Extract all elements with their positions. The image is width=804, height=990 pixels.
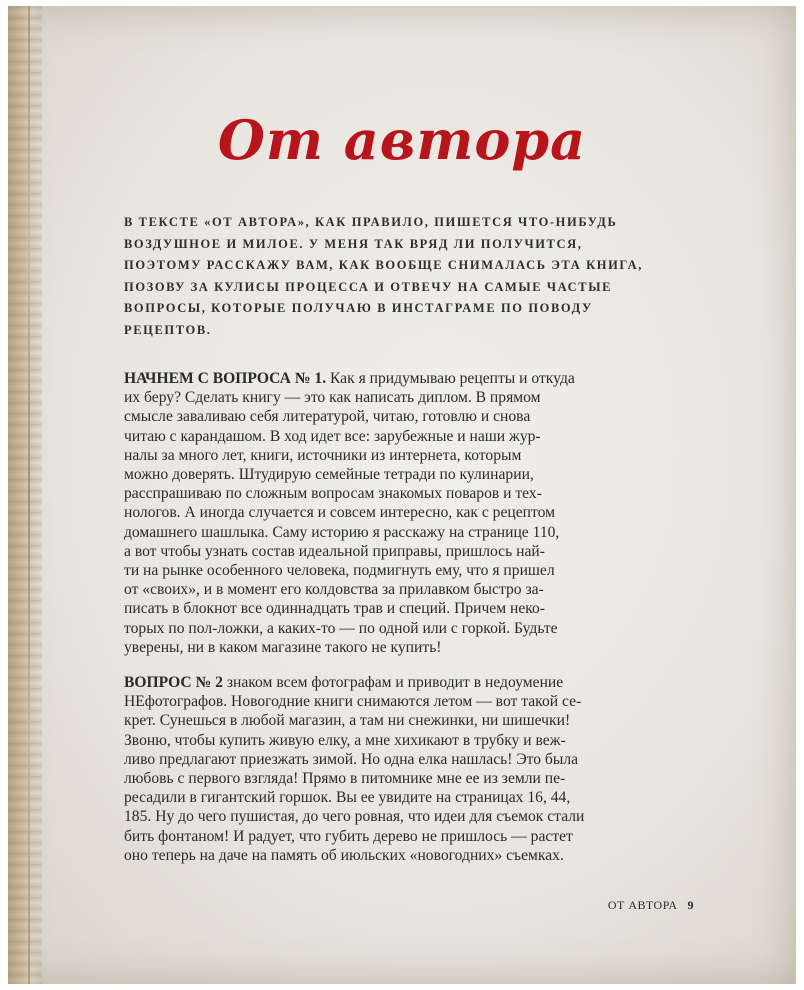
paragraph-line: а вот чтобы узнать состав идеальной приправы, пришлось най-	[124, 542, 545, 560]
paragraph-line: Звоню, чтобы купить живую елку, а мне хихикают в трубку и веж-	[124, 731, 566, 749]
page-footer	[608, 898, 694, 913]
paragraph-question-2	[124, 673, 676, 865]
paragraph-line: ти на рынке особенного человека, подмигнуть ему, что я пришел	[124, 562, 555, 580]
paragraph-line: налы за много лет, книги, источники из интернета, которым	[124, 446, 522, 464]
paragraph-lead: ВОПРОС № 2	[124, 674, 223, 691]
paragraph-line: читаю с карандашом. В ход идет все: зарубежные и наши жур-	[124, 427, 541, 445]
paragraph-line: уверены, ни в каком магазине такого не купить!	[124, 638, 442, 656]
paragraph-line: ливо предлагают приезжать зимой. Но одна елка нашлась! Это была	[124, 750, 579, 768]
paragraph-line: писать в блокнот все одиннадцать трав и специй. Причем неко-	[124, 600, 546, 618]
paragraph-line	[124, 369, 676, 388]
paragraph-lead: НАЧНЕМ С ВОПРОСА № 1.	[124, 370, 327, 387]
paragraph-line: торых по пол-ложки, а каких-то — по одной или с горкой. Будьте	[124, 619, 558, 637]
paragraph-line: НЕфотографов. Новогодние книги снимаются летом — вот такой се-	[124, 693, 582, 711]
intro-text	[124, 212, 672, 341]
page-number: 9	[687, 898, 694, 912]
paragraph-line: можно доверять. Штудирую семейные тетради по кулинарии,	[124, 466, 534, 484]
paragraph-line: расспрашиваю по сложным вопросам знакомых поваров и тех-	[124, 485, 542, 503]
paragraph-line: от «своих», и в момент его колдовства за прилавком быстро за-	[124, 581, 544, 599]
paragraph-line: 185. Ну до чего пушистая, до чего ровная, что идеи для съемок стали	[124, 808, 585, 826]
paragraph-line: оно теперь на даче на память об июльских «новогодних» съемках.	[124, 846, 564, 864]
paragraph-line: смысле заваливаю себя литературой, читаю, готовлю и снова	[124, 408, 531, 426]
intro-line: В ТЕКСТЕ «ОТ АВТОРА», КАК ПРАВИЛО, ПИШЕТСЯ ЧТО-НИБУДЬ	[124, 215, 618, 229]
paragraph-line: их беру? Сделать книгу — это как написать диплом. В прямом	[124, 389, 541, 407]
paragraph-line: бить фонтаном! И радует, что губить дерево не пришлось — растет	[124, 827, 573, 845]
intro-line: ПОЗОВУ ЗА КУЛИСЫ ПРОЦЕССА И ОТВЕЧУ НА САМЫЕ ЧАСТЫЕ	[124, 279, 613, 294]
paragraph-line	[124, 673, 676, 692]
paragraph-line-rest: Как я придумываю рецепты и откуда	[326, 370, 575, 387]
paragraph-line: любовь с первого взгляда! Прямо в питомнике мне ее из земли пе-	[124, 770, 566, 788]
paragraph-line: ресадили в гигантский горшок. Вы ее увидите на страницах 16, 44,	[124, 789, 571, 807]
intro-line: ПОЭТОМУ РАССКАЖУ ВАМ, КАК ВООБЩЕ СНИМАЛАСЬ ЭТА КНИГА,	[124, 258, 643, 272]
footer-section-title: ОТ АВТОРА	[607, 898, 678, 912]
paragraph-line: домашнего шашлыка. Саму историю я расскажу на странице 110,	[124, 523, 560, 541]
paragraph-line: крет. Сунешься в любой магазин, а там ни снежинки, ни шишечки!	[124, 712, 571, 730]
paragraph-question-1	[124, 369, 676, 657]
chapter-title: От автора	[217, 108, 587, 172]
intro-line: РЕЦЕПТОВ.	[124, 322, 212, 337]
paragraph-line: нологов. А иногда случается и совсем интересно, как с рецептом	[124, 504, 555, 522]
paragraph-line-rest: знаком всем фотографам и приводит в недоумение	[222, 674, 564, 691]
intro-line: ВОПРОСЫ, КОТОРЫЕ ПОЛУЧАЮ В ИНСТАГРАМЕ ПО ПОВОДУ	[124, 301, 593, 315]
intro-line: ВОЗДУШНОЕ И МИЛОЕ. У МЕНЯ ТАК ВРЯД ЛИ ПОЛУЧИТСЯ,	[124, 236, 583, 251]
